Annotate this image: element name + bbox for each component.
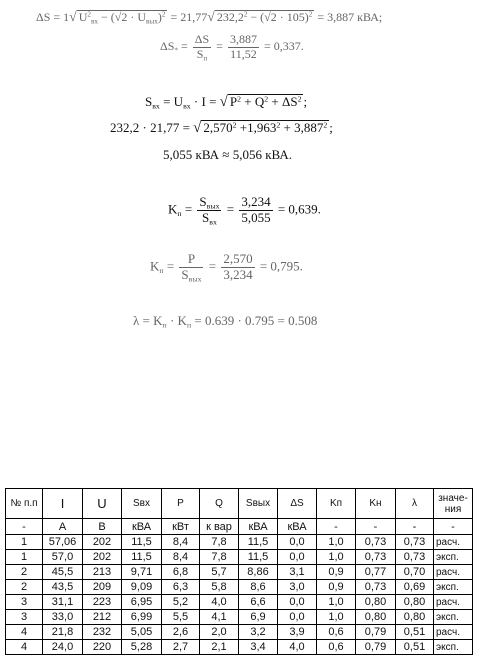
table-cell: кВА: [122, 519, 162, 535]
table-cell: 223: [83, 595, 122, 610]
table-cell: 3,2: [239, 625, 278, 640]
table-cell: 5,28: [122, 640, 162, 655]
table-cell: P: [162, 489, 200, 519]
table-cell: 202: [83, 550, 122, 565]
table-cell: 0,0: [278, 595, 317, 610]
table-cell: № п.п: [6, 489, 43, 519]
table-cell: кВА: [239, 519, 278, 535]
table-cell: кВА: [278, 519, 317, 535]
table-cell: 0,6: [317, 625, 356, 640]
table-cell: 2: [6, 580, 43, 595]
table-cell: 202: [83, 535, 122, 550]
table-cell: 3,9: [278, 625, 317, 640]
table-cell: 9,71: [122, 565, 162, 580]
table-cell: 0,0: [278, 610, 317, 625]
table-cell: кВт: [162, 519, 200, 535]
table-cell: 1: [6, 535, 43, 550]
table-cell: 11,5: [122, 535, 162, 550]
table-cell: 1,0: [317, 535, 356, 550]
table-cell: эксп.: [434, 550, 473, 565]
table-cell: 9,09: [122, 580, 162, 595]
table-cell: 7,8: [200, 535, 239, 550]
table-cell: -: [356, 519, 396, 535]
table-cell: 0,80: [396, 610, 434, 625]
formula-s-input-result: 5,055 кВА ≈ 5,056 кВА.: [163, 147, 292, 162]
table-cell: 0,79: [356, 625, 396, 640]
table-cell: 6,3: [162, 580, 200, 595]
table-cell: -: [434, 519, 473, 535]
table-cell: 4: [6, 625, 43, 640]
table-cell: эксп.: [434, 640, 473, 655]
table-cell: 6,99: [122, 610, 162, 625]
table-cell: 6,8: [162, 565, 200, 580]
table-cell: 2,0: [200, 625, 239, 640]
formula-delta-s-relative: $\Delta S_*$ = $\frac{\Delta S}{S_п}$ = $\frac{3,887}{11,52}$ = 0,337.: [160, 32, 304, 63]
table-cell: 209: [83, 580, 122, 595]
table-cell: 1,0: [317, 550, 356, 565]
table-cell: 2,7: [162, 640, 200, 655]
table-cell: 8,4: [162, 550, 200, 565]
table-cell: Sвых: [239, 489, 278, 519]
table-cell: 5,2: [162, 595, 200, 610]
table-cell: 0,73: [396, 550, 434, 565]
table-cell: 0,51: [396, 625, 434, 640]
table-cell: -: [6, 519, 43, 535]
table-units-row: [6, 519, 473, 535]
table-cell: 0,73: [356, 535, 396, 550]
table-cell: 24,0: [43, 640, 83, 655]
table-cell: 6,6: [239, 595, 278, 610]
table-cell: 8,6: [239, 580, 278, 595]
formula-s-input: $S_{вх} = U_{вх} \cdot I$ = √ $P^2 + Q^2 + \Delta S^2$ ;: [145, 94, 308, 111]
table-cell: 1,0: [317, 595, 356, 610]
table-cell: 2: [6, 565, 43, 580]
table-cell: 21,8: [43, 625, 83, 640]
formula-lambda: $\lambda = K_п \cdot K_п = 0.639 \cdot 0.795 = 0.508$: [133, 313, 318, 330]
table-cell: 11,5: [122, 550, 162, 565]
table-cell: 57,0: [43, 550, 83, 565]
table-cell: 2,6: [162, 625, 200, 640]
table-cell: 4: [6, 640, 43, 655]
table-cell: I: [43, 489, 83, 519]
table-cell: 0,80: [396, 595, 434, 610]
table-cell: 5,8: [200, 580, 239, 595]
table-cell: 212: [83, 610, 122, 625]
table-cell: расч.: [434, 535, 473, 550]
table-row: [6, 580, 473, 595]
table-cell: Sвх: [122, 489, 162, 519]
table-row: [6, 640, 473, 655]
table-cell: 0,73: [396, 535, 434, 550]
table-cell: 3,0: [278, 580, 317, 595]
table-cell: Kп: [317, 489, 356, 519]
table-row: [6, 550, 473, 565]
table-cell: 0,6: [317, 640, 356, 655]
table-cell: λ: [396, 489, 434, 519]
table-row: [6, 610, 473, 625]
table-cell: Kн: [356, 489, 396, 519]
table-cell: 8,4: [162, 535, 200, 550]
table-cell: 0,79: [356, 640, 396, 655]
table-row: [6, 595, 473, 610]
table-cell: значе-ния: [434, 489, 473, 519]
table-cell: 0,9: [317, 580, 356, 595]
table-cell: 11,5: [239, 535, 278, 550]
table-cell: к вар: [200, 519, 239, 535]
table-cell: 6,95: [122, 595, 162, 610]
formula-delta-s: ΔS = 1√ $U^2_{вх} - (√2 \cdot U_{вых})^2 = 21,77√$ $232,2^2 - (√2 \cdot 105)^2 = 3,887$ кВА;: [36, 9, 383, 26]
table-cell: 213: [83, 565, 122, 580]
formula-k-p: $K_п$ = $\frac{S_{вых}}{S_{вх}}$ = $\frac{3,234}{5,055}$ = 0,639.: [168, 194, 321, 227]
table-cell: 0,69: [396, 580, 434, 595]
table-cell: 3: [6, 595, 43, 610]
table-cell: 3,4: [239, 640, 278, 655]
table-cell: 33,0: [43, 610, 83, 625]
table-cell: 0,73: [356, 550, 396, 565]
table-cell: 4,0: [278, 640, 317, 655]
table-cell: 220: [83, 640, 122, 655]
table-cell: 3,1: [278, 565, 317, 580]
table-cell: 0,73: [356, 580, 396, 595]
table-cell: расч.: [434, 625, 473, 640]
table-cell: 0,80: [356, 610, 396, 625]
table-cell: 2,1: [200, 640, 239, 655]
table-cell: 0,70: [396, 565, 434, 580]
table-cell: А: [43, 519, 83, 535]
table-cell: 1,0: [317, 610, 356, 625]
table-cell: -: [396, 519, 434, 535]
table-cell: 6,9: [239, 610, 278, 625]
table-cell: -: [317, 519, 356, 535]
table-cell: 232: [83, 625, 122, 640]
table-cell: 4,0: [200, 595, 239, 610]
table-cell: 31,1: [43, 595, 83, 610]
table-cell: 5,5: [162, 610, 200, 625]
table-cell: эксп.: [434, 610, 473, 625]
table-cell: ΔS: [278, 489, 317, 519]
table-cell: 11,5: [239, 550, 278, 565]
table-cell: расч.: [434, 565, 473, 580]
table-header-row: [6, 489, 473, 519]
results-table: [5, 488, 473, 655]
table-cell: 5,7: [200, 565, 239, 580]
table-cell: 43,5: [43, 580, 83, 595]
table-cell: В: [83, 519, 122, 535]
table-cell: Q: [200, 489, 239, 519]
table-cell: 7,8: [200, 550, 239, 565]
table-cell: 0,80: [356, 595, 396, 610]
formula-s-input-numeric: 232,2 · 21,77 = √ $2,570^2 +1,963^2 + 3,887^2$ ;: [110, 120, 333, 136]
table-row: [6, 565, 473, 580]
formula-k-n: $K_п$ = $\frac{P}{S_{вых}}$ = $\frac{2,570}{3,234}$ = 0,795.: [150, 251, 303, 284]
table-cell: эксп.: [434, 580, 473, 595]
table-cell: 0,77: [356, 565, 396, 580]
table-cell: U: [83, 489, 122, 519]
table-cell: расч.: [434, 595, 473, 610]
table-cell: 0,0: [278, 550, 317, 565]
table-cell: 0,9: [317, 565, 356, 580]
table-cell: 0,51: [396, 640, 434, 655]
table-row: [6, 625, 473, 640]
table-cell: 0,0: [278, 535, 317, 550]
table-cell: 5,05: [122, 625, 162, 640]
table-row: [6, 535, 473, 550]
table-cell: 45,5: [43, 565, 83, 580]
table-cell: 4,1: [200, 610, 239, 625]
table-cell: 3: [6, 610, 43, 625]
table-cell: 8,86: [239, 565, 278, 580]
table-cell: 1: [6, 550, 43, 565]
table-cell: 57,06: [43, 535, 83, 550]
